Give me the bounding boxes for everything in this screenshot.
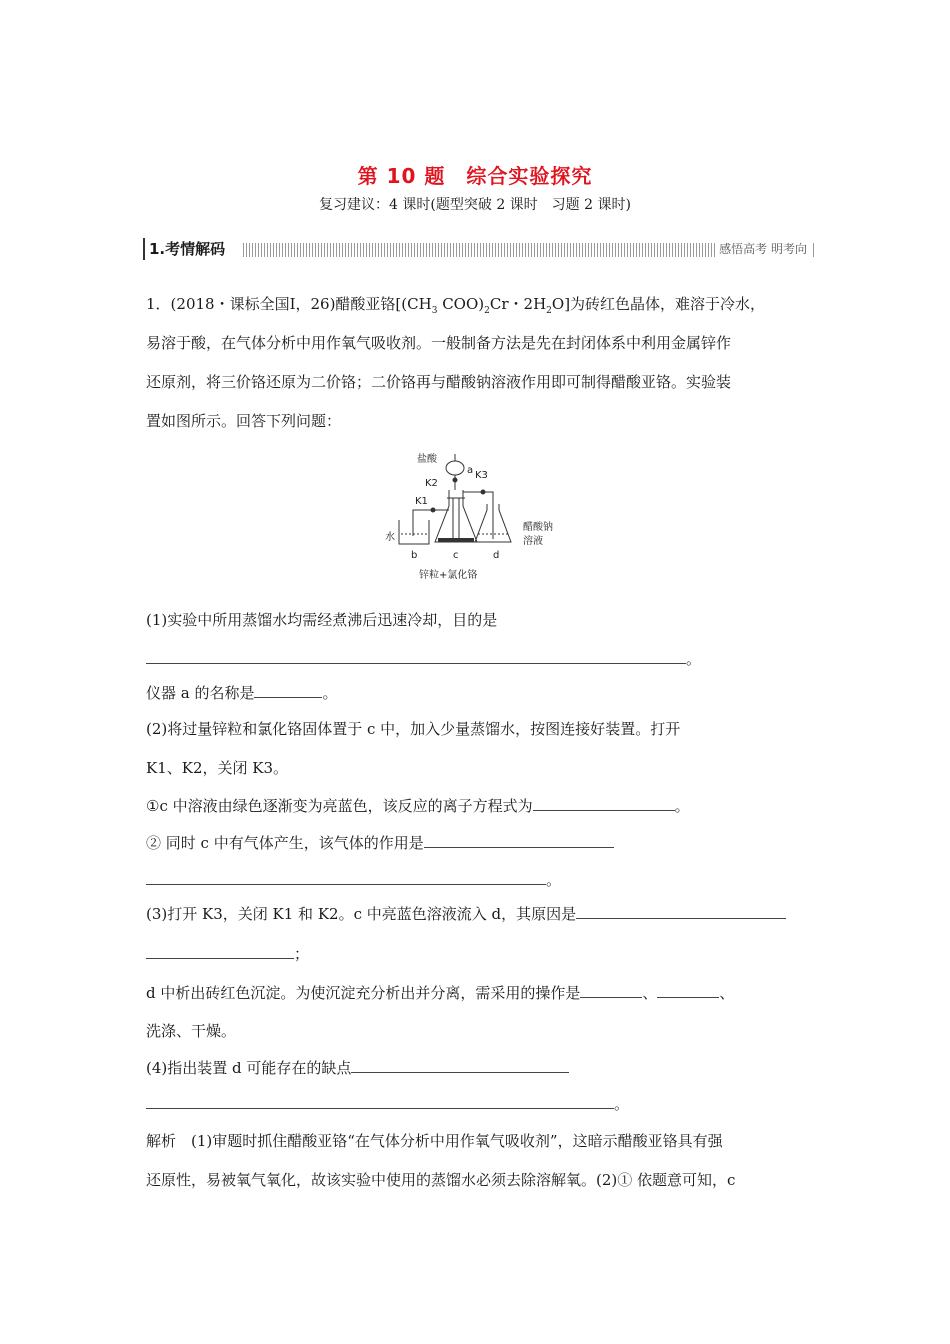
section-tagline: 感悟高考 明考向 — [715, 238, 811, 260]
question-line-2: 易溶于酸，在气体分析中用作氧气吸收剂。一般制备方法是先在封闭体系中利用金属锌作 — [146, 334, 732, 352]
label-water: 水 — [385, 532, 395, 543]
part-3-line-3: 洗涤、干燥。 — [146, 1022, 237, 1040]
answer-blank[interactable] — [351, 1058, 569, 1073]
part-1-prompt: (1)实验中所用蒸馏水均需经煮沸后迅速冷却，目的是 — [146, 611, 498, 629]
part-4-answer-line: 。 — [146, 1094, 629, 1114]
answer-blank[interactable] — [254, 683, 322, 698]
question-line-4: 置如图所示。回答下列问题： — [146, 412, 342, 430]
part-2-q2-answer-line: 。 — [146, 870, 561, 890]
label-k3: K3 — [475, 470, 488, 481]
part-3-answer-line: ； — [146, 944, 309, 964]
label-naac-2: 溶液 — [523, 536, 543, 547]
part-2-q2: ② 同时 c 中有气体产生，该气体的作用是 — [146, 833, 614, 853]
part-3-line-2: d 中析出砖红色沉淀。为使沉淀充分析出并分离，需采用的操作是 、 、 — [146, 984, 735, 1002]
page-subtitle: 复习建议：4 课时(题型突破 2 课时 习题 2 课时) — [319, 197, 631, 213]
question-line-3: 还原剂，将三价铬还原为二价铬；二价铬再与醋酸钠溶液作用即可制得醋酸亚铬。实验装 — [146, 373, 732, 391]
apparatus-diagram — [383, 446, 573, 586]
section-header — [143, 238, 815, 260]
page-title: 第 10 题 综合实验探究 — [357, 164, 593, 188]
label-a: a — [467, 465, 474, 476]
question-line-1: 1．(2018・课标全国Ⅰ，26)醋酸亚铬[($CH_3$ $COO)_2Cr$・$2H_2O$]为砖红色晶体，难溶于冷水， — [146, 295, 766, 316]
label-k1: K1 — [415, 496, 428, 507]
answer-blank[interactable] — [146, 870, 546, 885]
section-label: 1.考情解码 — [143, 238, 231, 260]
label-zn-crcl3: 锌粒+氯化铬 — [419, 570, 478, 581]
label-d: d — [493, 550, 500, 561]
part-2-q1: ①c 中溶液由绿色逐渐变为亮蓝色，该反应的离子方程式为 。 — [146, 797, 690, 815]
answer-blank[interactable] — [533, 796, 675, 811]
part-2-line-1: (2)将过量锌粒和氯化铬固体置于 c 中，加入少量蒸馏水，按图连接好装置。打开 — [146, 720, 681, 738]
part-3-line-1: (3)打开 K3，关闭 K1 和 K2。c 中亮蓝色溶液流入 d，其原因是 — [146, 904, 786, 924]
label-naac-1: 醋酸钠 — [523, 522, 553, 533]
answer-blank[interactable] — [576, 904, 786, 919]
answer-blank[interactable] — [424, 833, 614, 848]
answer-blank[interactable] — [146, 649, 686, 664]
part-1-answer-line: 。 — [146, 649, 701, 669]
label-c: c — [453, 550, 459, 561]
part-1b-prompt: 仪器 a 的名称是 。 — [146, 684, 338, 702]
analysis-line-1: 解析 (1)审题时抓住醋酸亚铬“在气体分析中用作氧气吸收剂”，这暗示醋酸亚铬具有强 — [146, 1132, 723, 1150]
part-4-prompt: (4)指出装置 d 可能存在的缺点 — [146, 1058, 569, 1078]
part-2-line-2: K1、K2，关闭 K3。 — [146, 759, 289, 777]
answer-blank[interactable] — [146, 1094, 614, 1109]
answer-blank[interactable] — [146, 944, 294, 959]
answer-blank[interactable] — [657, 983, 719, 998]
answer-blank[interactable] — [580, 983, 642, 998]
label-b: b — [411, 550, 418, 561]
label-k2: K2 — [425, 478, 438, 489]
analysis-line-2: 还原性，易被氧气氧化，故该实验中使用的蒸馏水必须去除溶解氧。(2)① 依题意可知，c — [146, 1171, 736, 1189]
label-hcl: 盐酸 — [417, 454, 437, 465]
